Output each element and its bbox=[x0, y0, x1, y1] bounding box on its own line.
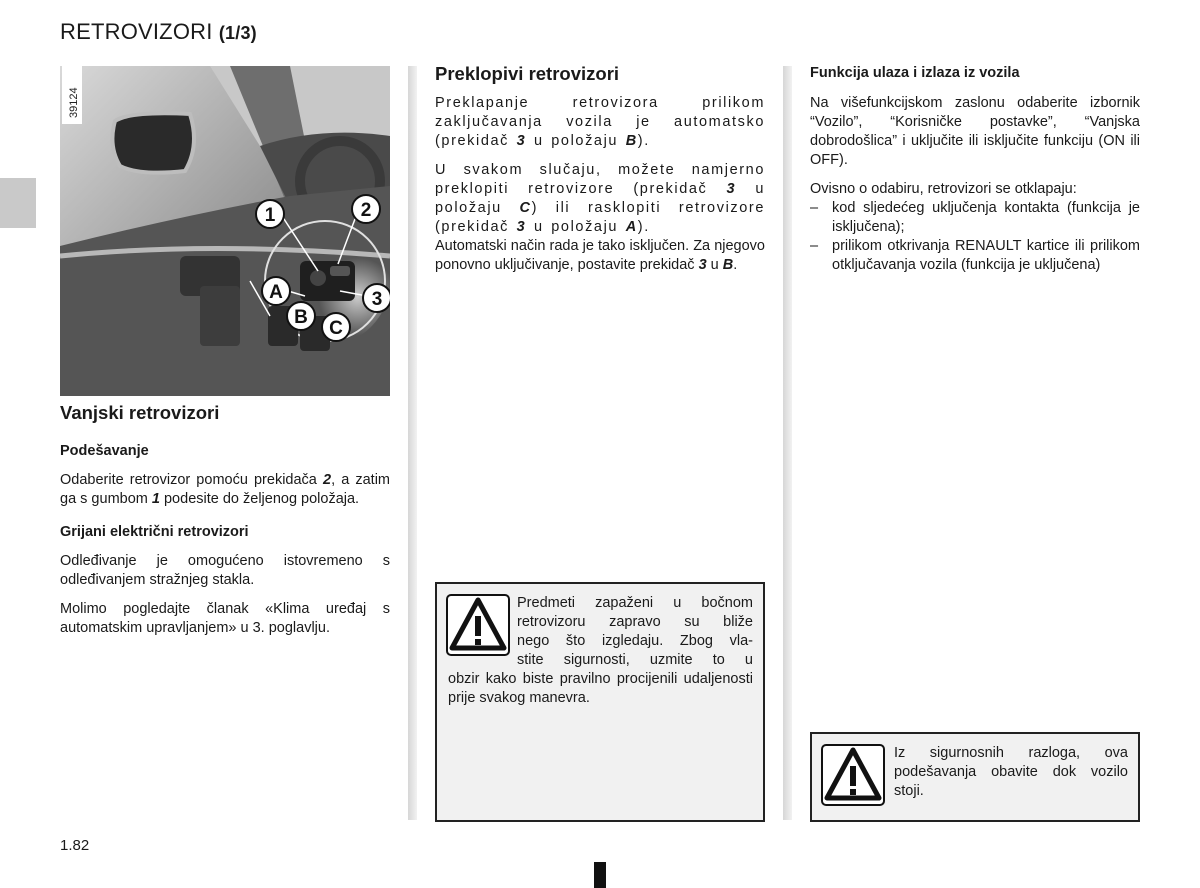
subheading-heated-mirrors: Grijani električni retrovizori bbox=[60, 524, 249, 540]
heading-exterior-mirrors: Vanjski retrovizori bbox=[60, 402, 220, 423]
heated-mirrors-paragraph: Odleđivanje je omogućeno istovremeno s odleđivanjem stražnjeg stakla. bbox=[60, 553, 390, 588]
safety-adjust-warning bbox=[810, 732, 1140, 822]
page-number: 1.82 bbox=[60, 837, 90, 854]
callout-2: 2 bbox=[360, 200, 372, 221]
unfold-conditions-list bbox=[810, 199, 1140, 275]
page-title bbox=[60, 19, 257, 45]
manual-fold-paragraph: U svakom slučaju, možete namjerno preklopiti retrovizore (prekidač 3 u položaju C) ili rasklopiti retrovizore (prekidač 3 u položaju A). bbox=[435, 162, 765, 235]
warning-text-top bbox=[517, 594, 753, 670]
heading-welcome-function: Funkcija ulaza i izlaza iz vozila bbox=[810, 65, 1020, 81]
chapter-tab bbox=[0, 178, 36, 228]
column-divider-1 bbox=[408, 66, 417, 820]
callout-1: 1 bbox=[264, 205, 276, 226]
warning-text-rest: obzir kako biste pravilno procijenili udaljenosti prije svakog manevra. bbox=[448, 671, 753, 706]
page-title-text: RETROVIZORI bbox=[60, 19, 213, 44]
warning-line-4: stite sigurnosti, uzmite to u bbox=[517, 652, 753, 668]
mirror-distance-warning bbox=[435, 582, 765, 822]
adjustment-paragraph: Odaberite retrovizor pomoću prekidača 2, a zatim ga s gumbom 1 podesite do željenog položaja. bbox=[60, 472, 391, 507]
callout-b: B bbox=[294, 307, 308, 328]
warning-triangle-icon bbox=[446, 594, 510, 656]
safety-warning-text: Iz sigurnosnih razloga, ova podešavanja obavite dok vozilo stoji. bbox=[894, 745, 1128, 799]
mirror-control-photo bbox=[60, 66, 390, 396]
subheading-adjustment: Podešavanje bbox=[60, 443, 149, 459]
warning-line-1: Predmeti zapaženi u bočnom bbox=[517, 595, 753, 611]
bottom-marker bbox=[594, 862, 606, 888]
callout-a: A bbox=[269, 282, 283, 303]
page-title-part: (1/3) bbox=[218, 23, 257, 43]
column-3-body bbox=[810, 64, 1140, 275]
column-divider-2 bbox=[783, 66, 792, 820]
photo-illustration bbox=[60, 66, 390, 396]
auto-fold-paragraph: Preklapanje retrovizora prilikom zaključavanja vozila je automatsko (prekidač 3 u položaju B). bbox=[435, 95, 765, 149]
callout-c: C bbox=[329, 318, 343, 339]
column-2-body bbox=[435, 94, 765, 285]
warning-line-3: nego što izgledaju. Zbog vla- bbox=[517, 633, 753, 649]
climate-reference-paragraph: Molimo pogledajte članak «Klima uređaj s automatskim upravljanjem» u 3. poglavlju. bbox=[60, 601, 390, 636]
figure-ref-number: 39124 bbox=[68, 87, 80, 118]
list-item: – kod sljedećeg uključenja kontakta (funkcija je isključena); bbox=[810, 199, 1140, 237]
callout-3: 3 bbox=[371, 289, 383, 310]
heading-folding-mirrors: Preklopivi retrovizori bbox=[435, 63, 620, 84]
column-1-body bbox=[60, 442, 390, 648]
list-item: – prilikom otkrivanja RENAULT kartice ili prilikom otključavanja vozila (funkcija je uključena) bbox=[810, 237, 1140, 275]
auto-mode-paragraph: Automatski način rada je tako isključen. Za njegovo ponovno uključivanje, postavite prekidač 3 u B. bbox=[435, 238, 765, 273]
warning-triangle-icon bbox=[821, 744, 885, 806]
warning-line-2: retrovizoru zapravo su bliže bbox=[517, 614, 753, 630]
welcome-menu-paragraph: Na višefunkcijskom zaslonu odaberite izbornik “Vozilo”, “Korisničke postavke”, “Vanjska dobrodošlica” i uključite ili isključite funkciju (ON ili OFF). bbox=[810, 95, 1140, 168]
unfold-conditions-paragraph: Ovisno o odabiru, retrovizori se otklapaju: bbox=[810, 181, 1077, 197]
